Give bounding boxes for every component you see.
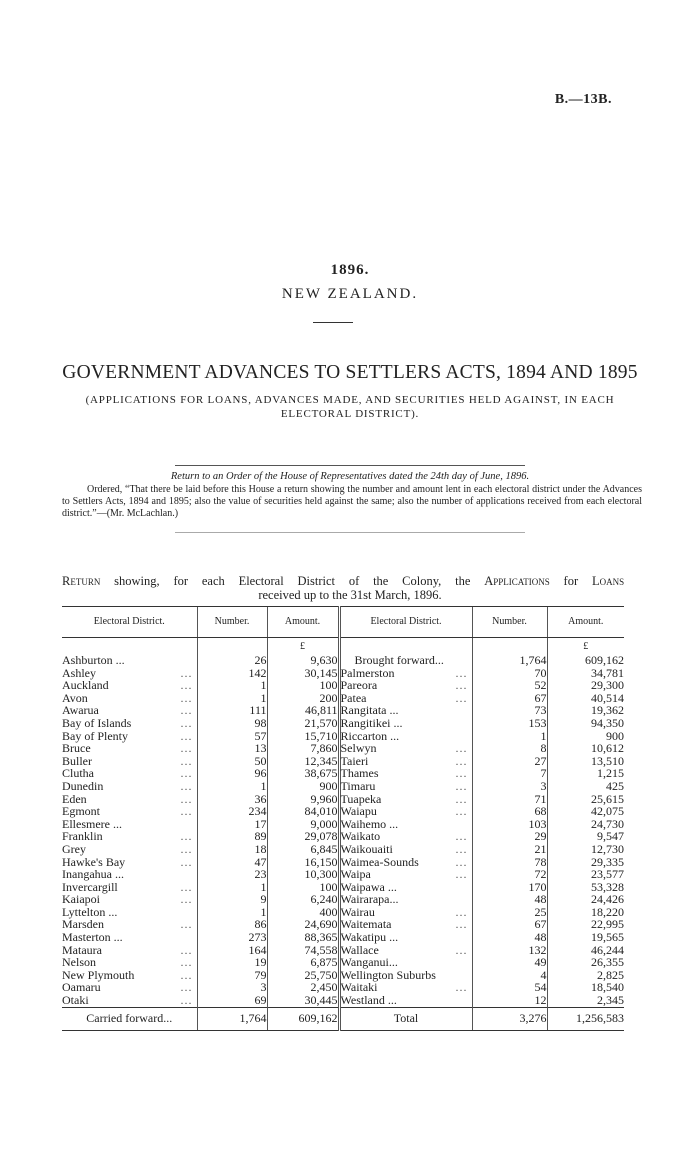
leader-dots: ... <box>455 829 468 844</box>
loan-number-text: 8 <box>540 741 547 756</box>
intro-word: showing, <box>114 574 160 588</box>
loan-amount-text: 900 <box>606 728 624 743</box>
leader-dots: ... <box>455 917 468 932</box>
district-name-text: Riccarton ... <box>340 728 400 743</box>
district-name-text: Invercargill <box>62 879 118 894</box>
loan-number-text: 21 <box>534 841 547 856</box>
divider <box>313 322 353 323</box>
loan-amount-text: 42,075 <box>591 804 624 819</box>
document-country: NEW ZEALAND. <box>281 286 419 302</box>
loan-amount-text: 53,328 <box>591 879 624 894</box>
table-footer-row <box>62 1007 624 1030</box>
loan-amount-text: 10,300 <box>304 867 338 882</box>
page-title: GOVERNMENT ADVANCES TO SETTLERS ACTS, 1894 AND 1895 <box>62 362 638 383</box>
leader-dots: ... <box>455 766 468 781</box>
district-name <box>62 994 197 1007</box>
district-name-text: Clutha <box>62 766 94 781</box>
district-name-text: Wanganui... <box>340 955 398 970</box>
leader-dots: ... <box>455 690 468 705</box>
total-amount: 1,256,583 <box>547 1007 624 1030</box>
leader-dots: ... <box>180 942 193 957</box>
loan-amount-text: 13,510 <box>591 753 624 768</box>
loan-amount-text: 46,811 <box>304 703 338 718</box>
district-name-text: Taieri <box>340 753 369 768</box>
loan-amount-text: 2,450 <box>310 980 338 995</box>
district-name-text: Timaru <box>340 778 376 793</box>
loan-amount-text: 38,675 <box>304 766 338 781</box>
district-name-text: Westland ... <box>340 993 397 1008</box>
intro-word: the <box>373 574 389 588</box>
leader-dots: ... <box>180 678 193 693</box>
return-intro-date: received up to the 31st March, 1896. <box>258 588 442 602</box>
loan-number-text: 73 <box>534 703 547 718</box>
district-name-text: Ashburton ... <box>62 653 125 667</box>
intro-word: of <box>348 574 360 588</box>
loan-amount-text: 16,150 <box>304 854 338 869</box>
loan-number-text: 103 <box>528 816 547 831</box>
currency-symbol: £ <box>547 638 624 655</box>
column-header-amount: Amount. <box>547 607 624 638</box>
loan-number <box>197 679 267 692</box>
leader-dots: ... <box>180 879 193 894</box>
currency-symbol: £ <box>267 638 339 655</box>
document-reference: B.—13B. <box>554 92 612 107</box>
loan-amount-text: 100 <box>319 678 338 693</box>
loan-amount-text: 900 <box>319 778 338 793</box>
loan-amount-text: 34,781 <box>591 665 624 680</box>
loan-amount-text: 12,730 <box>591 841 624 856</box>
leader-dots: ... <box>455 854 468 869</box>
loan-number-text: 1 <box>260 690 267 705</box>
loan-number <box>472 730 547 743</box>
loan-number-text: 234 <box>248 804 267 819</box>
leader-dots: ... <box>180 980 193 995</box>
returns-table <box>62 606 624 1031</box>
loan-number-text: 50 <box>254 753 267 768</box>
loan-number-text: 9 <box>260 892 267 907</box>
leader-dots: ... <box>455 904 468 919</box>
loan-number-text: 72 <box>534 867 547 882</box>
leader-dots: ... <box>455 980 468 995</box>
loan-number-text: 67 <box>534 690 547 705</box>
leader-dots: ... <box>455 741 468 756</box>
district-name-text: Buller <box>62 753 92 768</box>
loan-number-text: 111 <box>249 703 267 718</box>
leader-dots: ... <box>455 841 468 856</box>
loan-number <box>472 717 547 730</box>
loan-number <box>197 893 267 906</box>
loan-number <box>197 667 267 680</box>
loan-amount-text: 19,362 <box>591 703 624 718</box>
district-name-text: Wakatipu ... <box>340 930 399 945</box>
page-subtitle: (APPLICATIONS FOR LOANS, ADVANCES MADE, AND SECURITIES HELD AGAINST, IN EACH ELECTORAL DISTRICT). <box>85 394 615 420</box>
loan-amount-text: 9,630 <box>310 653 338 667</box>
loan-number <box>472 767 547 780</box>
carried-forward-number: 1,764 <box>197 1007 267 1030</box>
loan-amount-text: 609,162 <box>585 653 624 667</box>
leader-dots: ... <box>180 715 193 730</box>
loan-number-text: 27 <box>534 753 547 768</box>
leader-dots: ... <box>455 804 468 819</box>
leader-dots: ... <box>180 741 193 756</box>
district-name-text: Wellington Suburbs <box>340 967 436 982</box>
district-name-text: Tuapeka <box>340 791 382 806</box>
district-name-text: Waitemata <box>340 917 392 932</box>
divider <box>175 532 525 533</box>
leader-dots: ... <box>455 867 468 882</box>
column-header-amount: Amount. <box>267 607 339 638</box>
loan-number-text: 29 <box>534 829 547 844</box>
loan-amount <box>267 994 339 1007</box>
district-name-text: Rangitata ... <box>340 703 399 718</box>
total-label: Total <box>339 1007 472 1030</box>
carried-forward-amount: 609,162 <box>267 1007 339 1030</box>
loan-amount-text: 30,445 <box>304 993 338 1008</box>
loan-number-text: 13 <box>254 741 267 756</box>
district-name-text: Brought forward... <box>354 653 444 667</box>
column-header-number: Number. <box>472 607 547 638</box>
loan-number-text: 54 <box>534 980 547 995</box>
loan-number-text: 48 <box>534 892 547 907</box>
district-name-text: Waikato <box>340 829 381 844</box>
district-name-text: Wairau <box>340 904 375 919</box>
loan-number-text: 1 <box>260 904 267 919</box>
leader-dots: ... <box>180 917 193 932</box>
loan-amount-text: 400 <box>319 904 338 919</box>
loan-amount-text: 200 <box>319 690 338 705</box>
loan-amount-text: 9,547 <box>597 829 624 844</box>
loan-number-text: 86 <box>254 917 267 932</box>
leader-dots: ... <box>455 678 468 693</box>
loan-number-text: 98 <box>254 715 267 730</box>
currency-row <box>62 638 624 655</box>
loan-number-text: 153 <box>528 715 547 730</box>
loan-number-text: 19 <box>254 955 267 970</box>
loan-amount-text: 2,825 <box>597 967 624 982</box>
leader-dots: ... <box>455 665 468 680</box>
district-name-text: Auckland <box>62 678 109 693</box>
district-name-text: Inangahua ... <box>62 867 124 882</box>
loan-amount-text: 40,514 <box>591 690 624 705</box>
loan-number <box>197 969 267 982</box>
loan-amount-text: 22,995 <box>591 917 624 932</box>
loan-number <box>472 956 547 969</box>
loan-amount-text: 30,145 <box>304 665 338 680</box>
district-name-text: Ellesmere ... <box>62 816 122 831</box>
table-header-row <box>62 607 624 638</box>
district-name-text: Bay of Islands <box>62 715 132 730</box>
loan-number-text: 164 <box>248 942 267 957</box>
leader-dots: ... <box>180 854 193 869</box>
district-name-text: Eden <box>62 791 87 806</box>
district-name-text: Hawke's Bay <box>62 854 126 869</box>
loan-number-text: 1 <box>260 879 267 894</box>
district-name-text: Mataura <box>62 942 102 957</box>
district-name-text: Masterton ... <box>62 930 123 945</box>
loan-amount-text: 6,240 <box>310 892 338 907</box>
loan-number-text: 48 <box>534 930 547 945</box>
leader-dots: ... <box>180 791 193 806</box>
carried-forward-label: Carried forward... <box>62 1007 197 1030</box>
loan-amount-text: 88,365 <box>304 930 338 945</box>
district-name-text: Nelson <box>62 955 96 970</box>
loan-number-text: 26 <box>254 653 267 667</box>
leader-dots: ... <box>180 703 193 718</box>
leader-dots: ... <box>180 766 193 781</box>
loan-number-text: 69 <box>254 993 267 1008</box>
loan-amount-text: 15,710 <box>304 728 338 743</box>
district-name-text: Bruce <box>62 741 91 756</box>
loan-number-text: 132 <box>528 942 547 957</box>
loan-amount-text: 46,244 <box>591 942 624 957</box>
leader-dots: ... <box>180 778 193 793</box>
loan-number-text: 70 <box>534 665 547 680</box>
loan-number-text: 79 <box>254 967 267 982</box>
leader-dots: ... <box>180 892 193 907</box>
district-name-text: Waipawa ... <box>340 879 397 894</box>
loan-amount-text: 24,690 <box>304 917 338 932</box>
loan-number-text: 57 <box>254 728 267 743</box>
district-name-text: Marsden <box>62 917 104 932</box>
loan-number-text: 49 <box>534 955 547 970</box>
district-name-text: Awarua <box>62 703 99 718</box>
loan-amount-text: 2,345 <box>597 993 624 1008</box>
loan-amount-text: 18,220 <box>591 904 624 919</box>
intro-word: Applications <box>484 574 550 588</box>
table-row <box>62 994 624 1007</box>
leader-dots: ... <box>180 804 193 819</box>
column-header-number: Number. <box>197 607 267 638</box>
district-name-text: Kaiapoi <box>62 892 100 907</box>
district-name-text: Oamaru <box>62 980 101 995</box>
ordered-paragraph: Ordered, “That there be laid before this House a return showing the number and amount lent in each electoral district under the Advances to Settlers Acts, 1894 and 1895; also the value of securities held against the same; also the number of applications received from each electoral district.”—(Mr. McLachlan.) <box>62 484 642 519</box>
loan-number-text: 273 <box>248 930 267 945</box>
intro-word: Colony, <box>402 574 442 588</box>
district-name-text: Otaki <box>62 993 89 1008</box>
intro-word: Loans <box>591 574 625 588</box>
loan-number-text: 52 <box>534 678 547 693</box>
return-intro <box>62 574 624 588</box>
leader-dots: ... <box>180 829 193 844</box>
district-name-text: Selwyn <box>340 741 377 756</box>
loan-number-text: 25 <box>534 904 547 919</box>
leader-dots: ... <box>455 942 468 957</box>
loan-amount-text: 7,860 <box>310 741 338 756</box>
leader-dots: ... <box>180 841 193 856</box>
divider <box>175 465 525 466</box>
loan-amount-text: 29,300 <box>591 678 624 693</box>
loan-number-text: 1 <box>260 678 267 693</box>
return-order-line: Return to an Order of the House of Representatives dated the 24th day of June, 1896. <box>170 471 530 482</box>
loan-number <box>197 767 267 780</box>
loan-number <box>197 994 267 1007</box>
leader-dots: ... <box>180 665 193 680</box>
loan-number-text: 96 <box>254 766 267 781</box>
district-name-text: Franklin <box>62 829 103 844</box>
loan-amount-text: 12,345 <box>304 753 338 768</box>
district-name-text: Dunedin <box>62 778 104 793</box>
loan-amount-text: 23,577 <box>591 867 624 882</box>
leader-dots: ... <box>180 993 193 1008</box>
loan-amount-text: 425 <box>606 778 624 793</box>
intro-word: the <box>455 574 471 588</box>
district-name-text: Palmerston <box>340 665 395 680</box>
loan-number-text: 18 <box>254 841 267 856</box>
column-header-district: Electoral District. <box>339 607 472 638</box>
loan-amount-text: 1,215 <box>597 766 624 781</box>
loan-amount-text: 25,750 <box>304 967 338 982</box>
loan-number-text: 36 <box>254 791 267 806</box>
column-header-district: Electoral District. <box>62 607 197 638</box>
loan-number-text: 12 <box>534 993 547 1008</box>
loan-amount-text: 26,355 <box>591 955 624 970</box>
intro-word: Return <box>62 574 101 588</box>
loan-amount-text: 74,558 <box>304 942 338 957</box>
intro-word: District <box>297 574 336 588</box>
loan-number-text: 3 <box>540 778 547 793</box>
loan-number-text: 78 <box>534 854 547 869</box>
loan-amount-text: 9,960 <box>310 791 338 806</box>
district-name-text: Wallace <box>340 942 379 957</box>
district-name-text: Ashley <box>62 665 96 680</box>
leader-dots: ... <box>180 728 193 743</box>
intro-word: Electoral <box>238 574 284 588</box>
leader-dots: ... <box>180 690 193 705</box>
district-name-text: Lyttelton ... <box>62 904 118 919</box>
loan-number-text: 1,764 <box>519 653 547 667</box>
intro-word: for <box>563 574 579 588</box>
district-name-text: Grey <box>62 841 86 856</box>
district-name-text: Patea <box>340 690 367 705</box>
loan-amount-text: 29,335 <box>591 854 624 869</box>
district-name-text: Rangitikei ... <box>340 715 403 730</box>
loan-amount-text: 100 <box>319 879 338 894</box>
district-name-text: Thames <box>340 766 379 781</box>
leader-dots: ... <box>455 778 468 793</box>
loan-amount-text: 9,000 <box>310 816 338 831</box>
loan-number-text: 89 <box>254 829 267 844</box>
loan-number-text: 17 <box>254 816 267 831</box>
loan-number-text: 68 <box>534 804 547 819</box>
loan-amount-text: 94,350 <box>591 715 624 730</box>
loan-amount-text: 25,615 <box>591 791 624 806</box>
loan-number-text: 67 <box>534 917 547 932</box>
loan-amount-text: 18,540 <box>591 980 624 995</box>
district-name-text: New Plymouth <box>62 967 135 982</box>
loan-amount <box>547 994 624 1007</box>
district-name-text: Pareora <box>340 678 378 693</box>
loan-number-text: 47 <box>254 854 267 869</box>
leader-dots: ... <box>180 753 193 768</box>
district-name-text: Waipa <box>340 867 371 882</box>
loan-amount-text: 29,078 <box>304 829 338 844</box>
district-name-text: Waiapu <box>340 804 377 819</box>
leader-dots: ... <box>180 955 193 970</box>
district-name-text: Egmont <box>62 804 100 819</box>
district-name-text: Waimea-Sounds <box>340 854 419 869</box>
total-number: 3,276 <box>472 1007 547 1030</box>
loan-number-text: 3 <box>260 980 267 995</box>
district-name-text: Avon <box>62 690 88 705</box>
loan-number-text: 1 <box>540 728 547 743</box>
district-name-text: Bay of Plenty <box>62 728 128 743</box>
loan-number-text: 1 <box>260 778 267 793</box>
intro-word: each <box>201 574 225 588</box>
loan-number <box>197 868 267 881</box>
leader-dots: ... <box>180 967 193 982</box>
loan-number-text: 4 <box>540 967 547 982</box>
district-name-text: Waitaki <box>340 980 378 995</box>
loan-amount-text: 24,730 <box>591 816 624 831</box>
loan-amount-text: 10,612 <box>591 741 624 756</box>
loan-number-text: 142 <box>248 665 267 680</box>
loan-amount-text: 19,565 <box>591 930 624 945</box>
district-name-text: Waihemo ... <box>340 816 399 831</box>
loan-number <box>472 755 547 768</box>
loan-amount-text: 24,426 <box>591 892 624 907</box>
loan-number <box>197 881 267 894</box>
loan-amount-text: 21,570 <box>304 715 338 730</box>
district-name-text: Wairarapa... <box>340 892 399 907</box>
district-name <box>339 994 472 1007</box>
district-name-text: Waikouaiti <box>340 841 393 856</box>
loan-amount-text: 6,875 <box>310 955 338 970</box>
loan-amount-text: 84,010 <box>304 804 338 819</box>
intro-word: for <box>173 574 189 588</box>
loan-amount-text: 6,845 <box>310 841 338 856</box>
leader-dots: ... <box>455 791 468 806</box>
loan-number-text: 7 <box>540 766 547 781</box>
document-year: 1896. <box>330 262 370 278</box>
loan-number-text: 170 <box>528 879 547 894</box>
loan-number-text: 23 <box>254 867 267 882</box>
loan-number-text: 71 <box>534 791 547 806</box>
leader-dots: ... <box>455 753 468 768</box>
loan-number <box>472 994 547 1007</box>
